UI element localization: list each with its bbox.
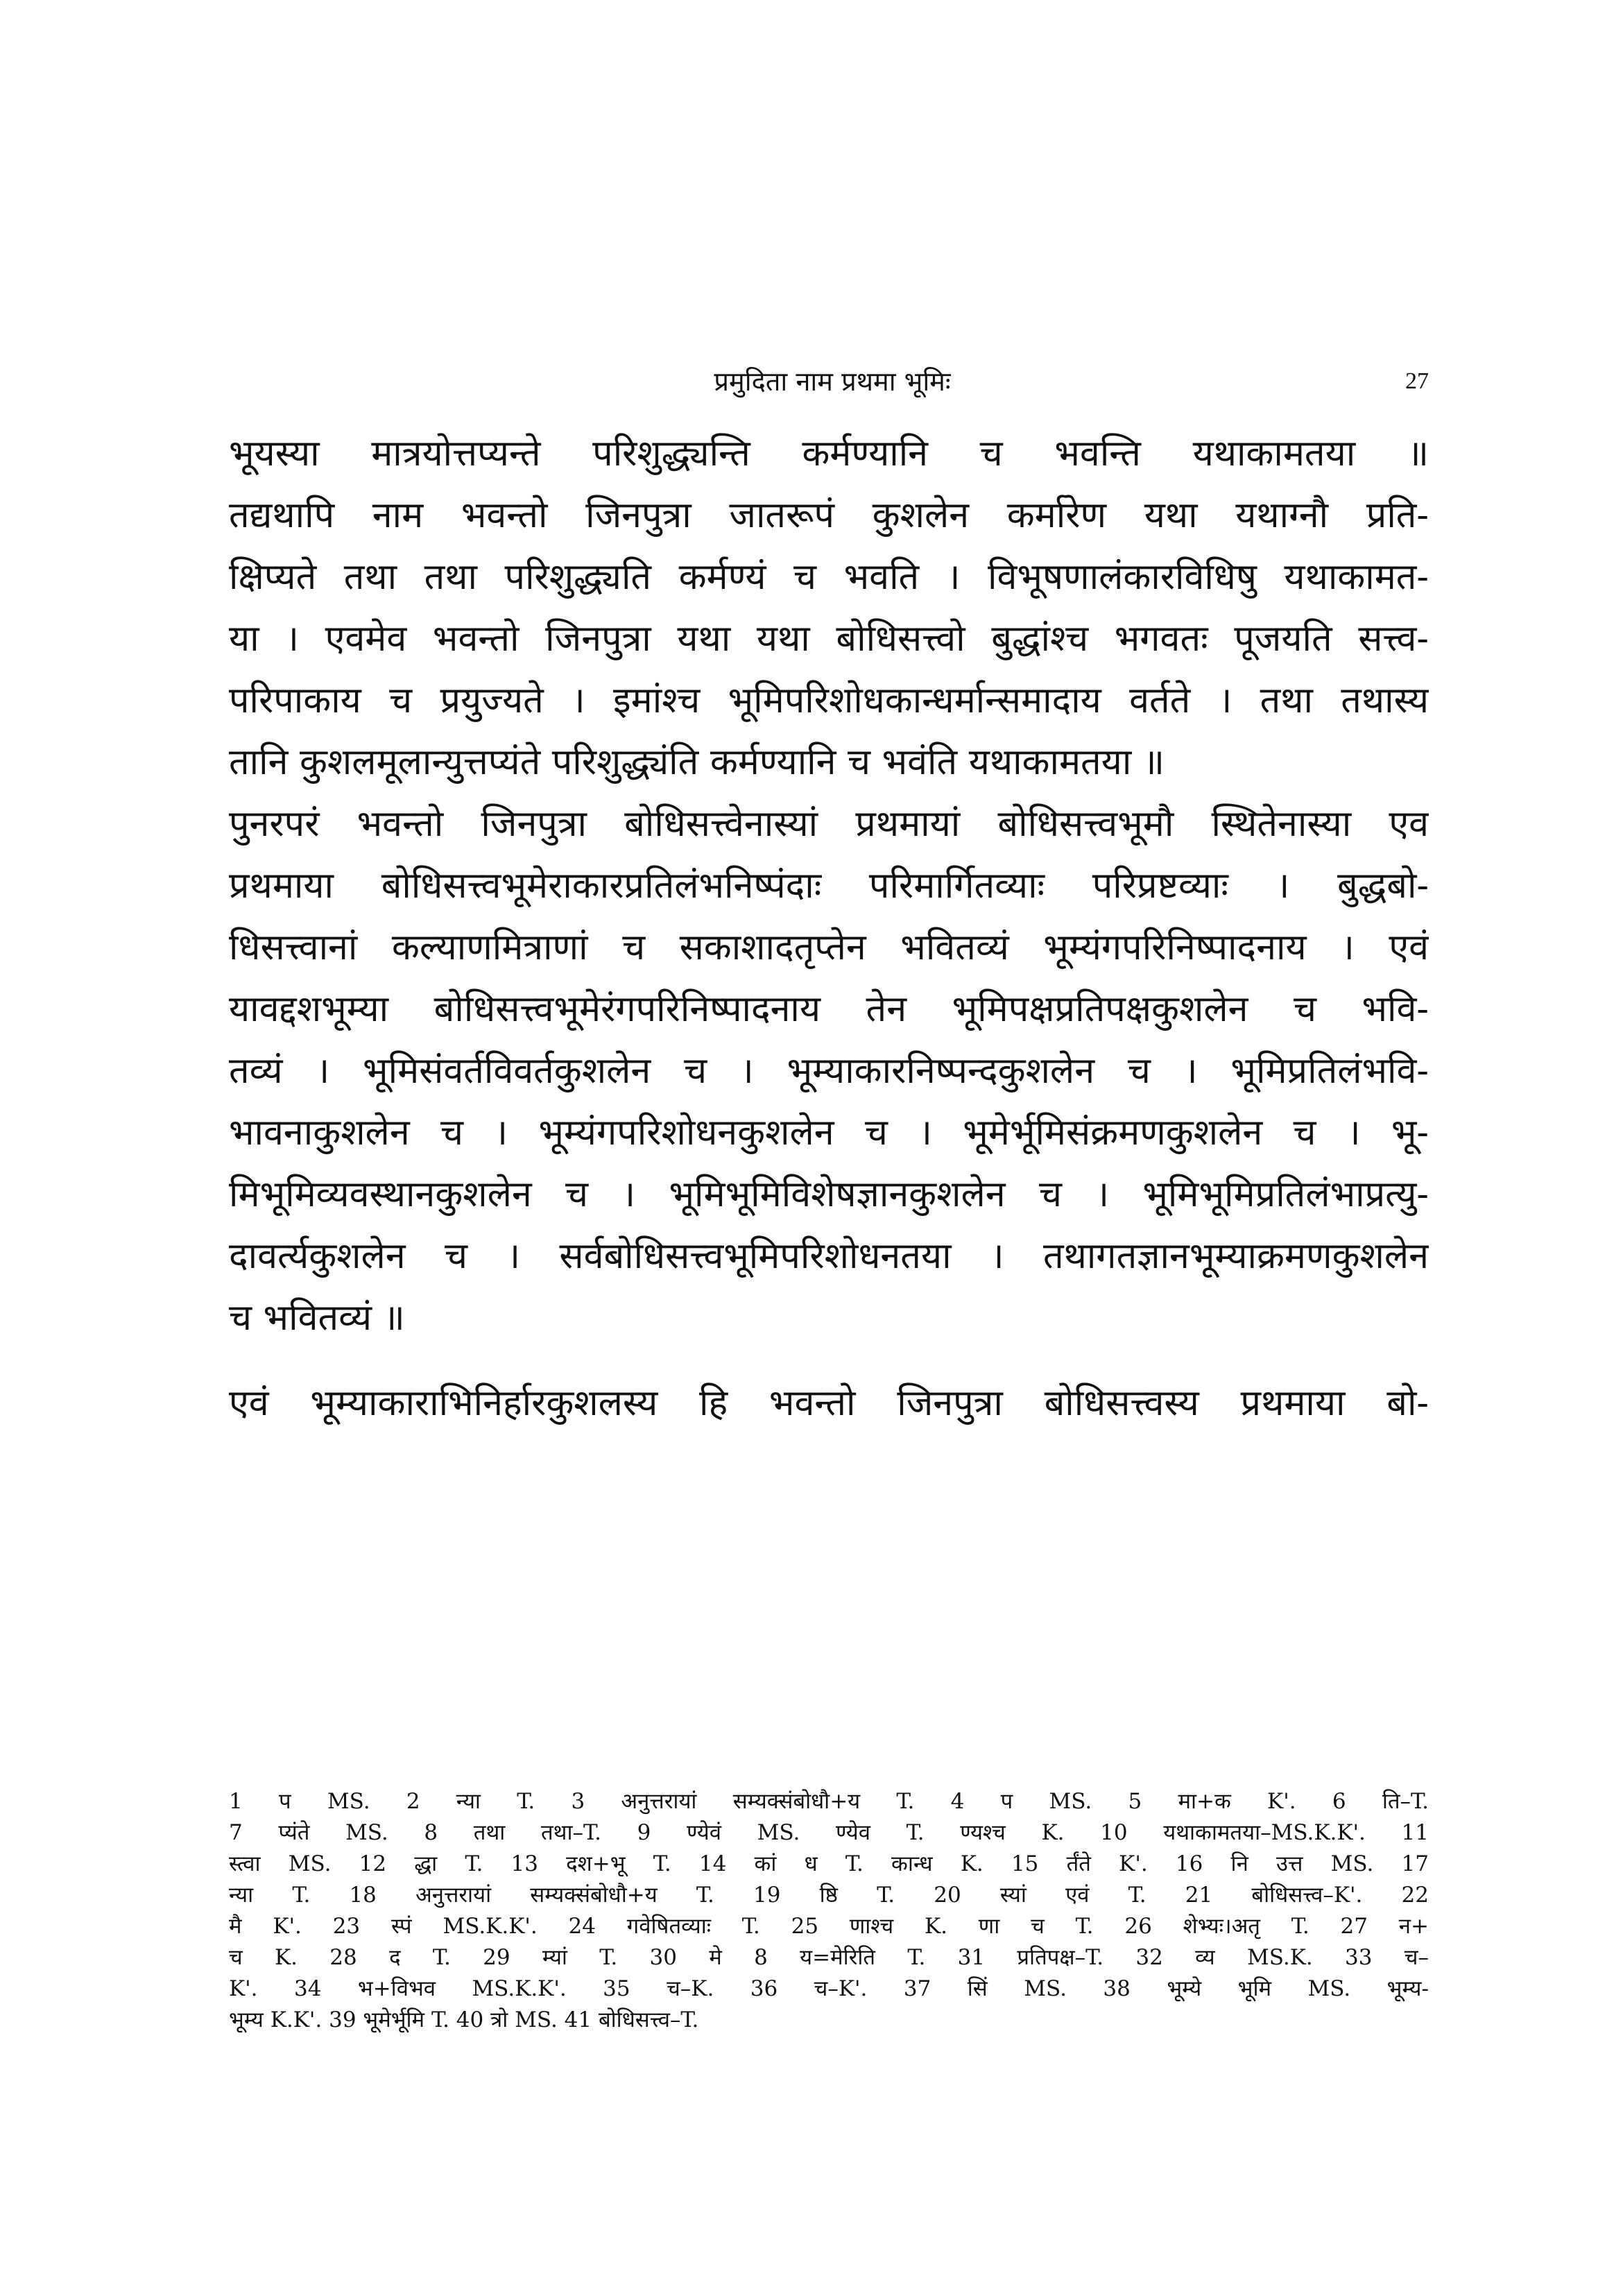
body-line: तद्यथापि नाम भवन्तो जिनपुत्रा जातरूपं कुशलेन कर्मारेण यथा यथाग्नौ प्रति- — [229, 495, 1429, 536]
body-line: क्षिप्यते तथा तथा परिशुद्ध्यति कर्मण्यं च भवति । विभूषणालंकारविधिषु यथाकामत- — [229, 556, 1429, 598]
running-title: प्रमुदिता नाम प्रथमा भूमिः — [714, 366, 951, 397]
body-line: भूयस्या मात्रयोत्तप्यन्ते परिशुद्ध्यन्ति कर्मण्यानि च भवन्ति यथाकामतया ॥ — [229, 433, 1429, 474]
footnote-line: K'. 34 भ+विभव MS.K.K'. 35 च–K. 36 च–K'. 37 सिं MS. 38 भूम्ये भूमि MS. भूम्य- — [229, 1976, 1429, 2001]
body-text — [229, 423, 1429, 1434]
body-line: या । एवमेव भवन्तो जिनपुत्रा यथा यथा बोधिसत्त्वो बुद्धांश्च भगवतः पूजयति सत्त्व- — [229, 618, 1429, 660]
body-line: परिपाकाय च प्रयुज्यते । इमांश्च भूमिपरिशोधकान्धर्मान्समादाय वर्तते । तथा तथास्य — [229, 680, 1429, 721]
body-line: भावनाकुशलेन च । भूम्यंगपरिशोधनकुशलेन च । भूमेर्भूमिसंक्रमणकुशलेन च । भू- — [229, 1112, 1429, 1154]
footnote-line: स्त्वा MS. 12 द्धा T. 13 दश+भू T. 14 कां ध T. कान्ध K. 15 र्तंते K'. 16 नि उत्त MS. 17 — [229, 1851, 1429, 1876]
footnote-line: भूम्य K.K'. 39 भूमेर्भूमि T. 40 त्रो MS. 41 बोधिसत्त्व–T. — [229, 2007, 699, 2032]
body-line: धिसत्त्वानां कल्याणमित्राणां च सकाशादतृप्तेन भवितव्यं भूम्यंगपरिनिष्पादनाय । एवं — [229, 927, 1429, 968]
body-line: तानि कुशलमूलान्युत्तप्यंते परिशुद्ध्यंति कर्मण्यानि च भवंति यथाकामतया ॥ — [229, 742, 1165, 783]
body-line: पुनरपरं भवन्तो जिनपुत्रा बोधिसत्त्वेनास्यां प्रथमायां बोधिसत्त्वभूमौ स्थितेनास्या एव — [229, 803, 1429, 845]
body-line: प्रथमाया बोधिसत्त्वभूमेराकारप्रतिलंभनिष्पंदाः परिमार्गितव्याः परिप्रष्टव्याः । बुद्धबो- — [229, 865, 1429, 907]
body-line: तव्यं । भूमिसंवर्तविवर्तकुशलेन च । भूम्याकारनिष्पन्दकुशलेन च । भूमिप्रतिलंभवि- — [229, 1050, 1429, 1092]
page-number: 27 — [1405, 368, 1429, 394]
body-line: दावर्त्यकुशलेन च । सर्वबोधिसत्त्वभूमिपरिशोधनतया । तथागतज्ञानभूम्याक्रमणकुशलेन — [229, 1235, 1429, 1277]
footnotes — [229, 1786, 1429, 2036]
footnote-line: मै K'. 23 स्पं MS.K.K'. 24 गवेषितव्याः T. 25 णाश्च K. णा च T. 26 शेभ्यः।अतृ T. 27 न+ — [229, 1914, 1429, 1939]
running-head — [236, 361, 1429, 402]
footnote-line: 1 प MS. 2 न्या T. 3 अनुत्तरायां सम्यक्संबोधौ+य T. 4 प MS. 5 मा+क K'. 6 ति–T. — [229, 1789, 1429, 1814]
footnote-line: च K. 28 द T. 29 म्यां T. 30 मे 8 य=मेरिति T. 31 प्रतिपक्ष–T. 32 व्य MS.K. 33 च– — [229, 1945, 1429, 1970]
paragraph-gap — [229, 1349, 1429, 1373]
footnote-line: 7 प्यंते MS. 8 तथा तथा–T. 9 ण्येवं MS. ण्येव T. ण्यश्च K. 10 यथाकामतया–MS.K.K'. 11 — [229, 1820, 1429, 1845]
footnote-line: न्या T. 18 अनुत्तरायां सम्यक्संबोधौ+य T. 19 ष्ठि T. 20 स्यां एवं T. 21 बोधिसत्त्व–K'. 22 — [229, 1883, 1429, 1908]
body-line: यावद्दशभूम्या बोधिसत्त्वभूमेरंगपरिनिष्पादनाय तेन भूमिपक्षप्रतिपक्षकुशलेन च भवि- — [229, 988, 1429, 1030]
body-line: मिभूमिव्यवस्थानकुशलेन च । भूमिभूमिविशेषज्ञानकुशलेन च । भूमिभूमिप्रतिलंभाप्रत्यु- — [229, 1174, 1429, 1215]
body-line: एवं भूम्याकाराभिनिर्हारकुशलस्य हि भवन्तो जिनपुत्रा बोधिसत्त्वस्य प्रथमाया बो- — [229, 1382, 1429, 1424]
body-line: च भवितव्यं ॥ — [229, 1297, 405, 1339]
